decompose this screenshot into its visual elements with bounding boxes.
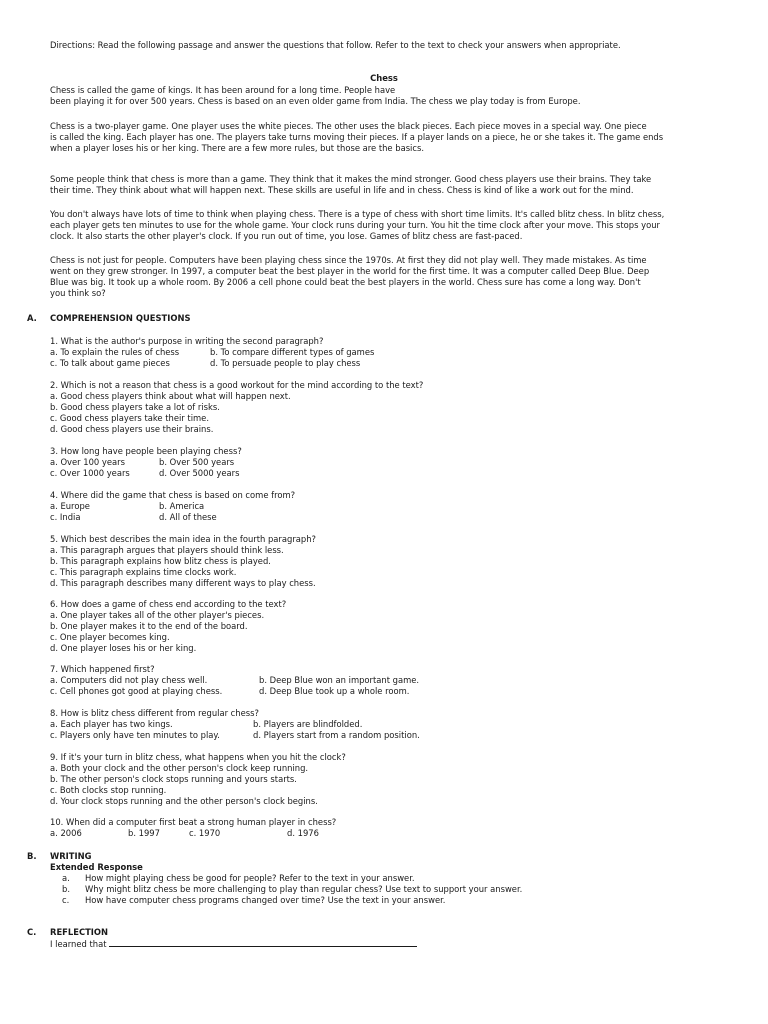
passage-line: You don't always have lots of time to think when playing chess. There is a type of chess with short time limits. It's called blitz chess. In blitz chess, bbox=[50, 209, 665, 219]
answer-option: a. To explain the rules of chess bbox=[50, 347, 180, 357]
answer-option: a. One player takes all of the other player's pieces. bbox=[50, 610, 265, 620]
answer-option: a. Both your clock and the other person's clock keep running. bbox=[50, 763, 309, 773]
question-stem: 3. How long have people been playing chess? bbox=[50, 446, 242, 456]
question-stem: 9. If it's your turn in blitz chess, what happens when you hit the clock? bbox=[50, 752, 346, 762]
passage-line: is called the king. Each player has one. The players take turns moving their pieces. If a player lands on a piece, he or she takes it. The game ends bbox=[50, 132, 664, 142]
question-stem: 2. Which is not a reason that chess is a good workout for the mind according to the text? bbox=[50, 380, 424, 390]
section-b-heading: WRITING bbox=[50, 851, 92, 861]
question-stem: 7. Which happened first? bbox=[50, 664, 155, 674]
directions: Directions: Read the following passage and answer the questions that follow. Refer to the text to check your answers when appropriate. bbox=[50, 40, 621, 50]
answer-option: a. Good chess players think about what will happen next. bbox=[50, 391, 291, 401]
answer-option: c. One player becomes king. bbox=[50, 632, 170, 642]
section-a-heading: COMPREHENSION QUESTIONS bbox=[50, 313, 191, 323]
answer-option: c. Over 1000 years bbox=[50, 468, 130, 478]
passage-line: Chess is not just for people. Computers have been playing chess since the 1970s. At first they did not play well. They made mistakes. As time bbox=[50, 255, 647, 265]
answer-option: b. Over 500 years bbox=[159, 457, 235, 467]
answer-option: b. Deep Blue won an important game. bbox=[259, 675, 420, 685]
answer-option: b. This paragraph explains how blitz chess is played. bbox=[50, 556, 271, 566]
answer-option: d. One player loses his or her king. bbox=[50, 643, 197, 653]
answer-option: a. This paragraph argues that players should think less. bbox=[50, 545, 284, 555]
writing-prompt: Why might blitz chess be more challenging to play than regular chess? Use text to support your answer. bbox=[85, 884, 523, 894]
passage-title: Chess bbox=[370, 73, 398, 83]
passage-line: you think so? bbox=[50, 288, 106, 298]
passage-line: Blue was big. It took up a whole room. By 2006 a cell phone could beat the best players in the world. Chess sure has come a long way. Don't bbox=[50, 277, 641, 287]
passage-line: went on they grew stronger. In 1997, a computer beat the best player in the world for the first time. It was a computer called Deep Blue. Deep bbox=[50, 266, 650, 276]
answer-option: d. Your clock stops running and the other person's clock begins. bbox=[50, 796, 318, 806]
answer-option: b. America bbox=[159, 501, 205, 511]
answer-option: d. This paragraph describes many different ways to play chess. bbox=[50, 578, 316, 588]
answer-option: c. 1970 bbox=[189, 828, 221, 838]
passage-line: Chess is a two-player game. One player uses the white pieces. The other uses the black pieces. Each piece moves in a special way. One piece bbox=[50, 121, 647, 131]
passage-line: Chess is called the game of kings. It has been around for a long time. People have bbox=[50, 85, 396, 95]
answer-option: c. Both clocks stop running. bbox=[50, 785, 167, 795]
answer-option: a. 2006 bbox=[50, 828, 82, 838]
passage-line: their time. They think about what will happen next. These skills are useful in life and in chess. Chess is kind of like a work out for the mind. bbox=[50, 185, 634, 195]
answer-option: d. Good chess players use their brains. bbox=[50, 424, 214, 434]
answer-option: c. This paragraph explains time clocks work. bbox=[50, 567, 237, 577]
passage-line: each player gets ten minutes to use for the whole game. Your clock runs during your turn. You hit the time clock after your move. This stops your bbox=[50, 220, 660, 230]
answer-option: c. To talk about game pieces bbox=[50, 358, 170, 368]
reflection-prompt bbox=[50, 938, 417, 950]
question-stem: 10. When did a computer first beat a strong human player in chess? bbox=[50, 817, 337, 827]
writing-prompt-letter: c. bbox=[62, 895, 70, 905]
answer-option: c. Cell phones got good at playing chess. bbox=[50, 686, 223, 696]
answer-option: d. To persuade people to play chess bbox=[210, 358, 361, 368]
answer-option: d. Over 5000 years bbox=[159, 468, 240, 478]
answer-option: d. 1976 bbox=[287, 828, 319, 838]
answer-option: d. All of these bbox=[159, 512, 217, 522]
section-b-letter: B. bbox=[27, 851, 37, 861]
answer-option: a. Computers did not play chess well. bbox=[50, 675, 208, 685]
reflection-prompt-text: I learned that bbox=[50, 939, 107, 949]
answer-option: b. To compare different types of games bbox=[210, 347, 375, 357]
passage-line: when a player loses his or her king. There are a few more rules, but those are the basics. bbox=[50, 143, 425, 153]
answer-option: c. Good chess players take their time. bbox=[50, 413, 209, 423]
section-c-heading: REFLECTION bbox=[50, 927, 109, 937]
answer-option: b. The other person's clock stops running and yours starts. bbox=[50, 774, 297, 784]
writing-prompt: How might playing chess be good for people? Refer to the text in your answer. bbox=[85, 873, 415, 883]
answer-option: b. Players are blindfolded. bbox=[253, 719, 363, 729]
question-stem: 5. Which best describes the main idea in the fourth paragraph? bbox=[50, 534, 316, 544]
passage-line: been playing it for over 500 years. Chess is based on an even older game from India. The chess we play today is from Europe. bbox=[50, 96, 581, 106]
writing-prompt-letter: a. bbox=[62, 873, 70, 883]
question-stem: 4. Where did the game that chess is based on come from? bbox=[50, 490, 296, 500]
section-b-subheading: Extended Response bbox=[50, 862, 143, 872]
question-stem: 1. What is the author's purpose in writing the second paragraph? bbox=[50, 336, 324, 346]
answer-option: a. Over 100 years bbox=[50, 457, 125, 467]
answer-option: c. Players only have ten minutes to play. bbox=[50, 730, 220, 740]
answer-option: a. Each player has two kings. bbox=[50, 719, 173, 729]
answer-option: c. India bbox=[50, 512, 81, 522]
answer-option: b. One player makes it to the end of the board. bbox=[50, 621, 248, 631]
answer-option: d. Players start from a random position. bbox=[253, 730, 420, 740]
answer-option: b. 1997 bbox=[128, 828, 160, 838]
question-stem: 8. How is blitz chess different from regular chess? bbox=[50, 708, 259, 718]
reflection-answer-line[interactable] bbox=[109, 938, 417, 947]
passage-line: clock. It also starts the other player's clock. If you run out of time, you lose. Games of blitz chess are fast-paced. bbox=[50, 231, 523, 241]
writing-prompt-letter: b. bbox=[62, 884, 70, 894]
answer-option: a. Europe bbox=[50, 501, 90, 511]
question-stem: 6. How does a game of chess end according to the text? bbox=[50, 599, 287, 609]
section-a-letter: A. bbox=[27, 313, 37, 323]
section-c-letter: C. bbox=[27, 927, 37, 937]
passage-line: Some people think that chess is more than a game. They think that it makes the mind stronger. Good chess players use their brains. They take bbox=[50, 174, 652, 184]
writing-prompt: How have computer chess programs changed over time? Use the text in your answer. bbox=[85, 895, 446, 905]
answer-option: b. Good chess players take a lot of risks. bbox=[50, 402, 220, 412]
answer-option: d. Deep Blue took up a whole room. bbox=[259, 686, 410, 696]
